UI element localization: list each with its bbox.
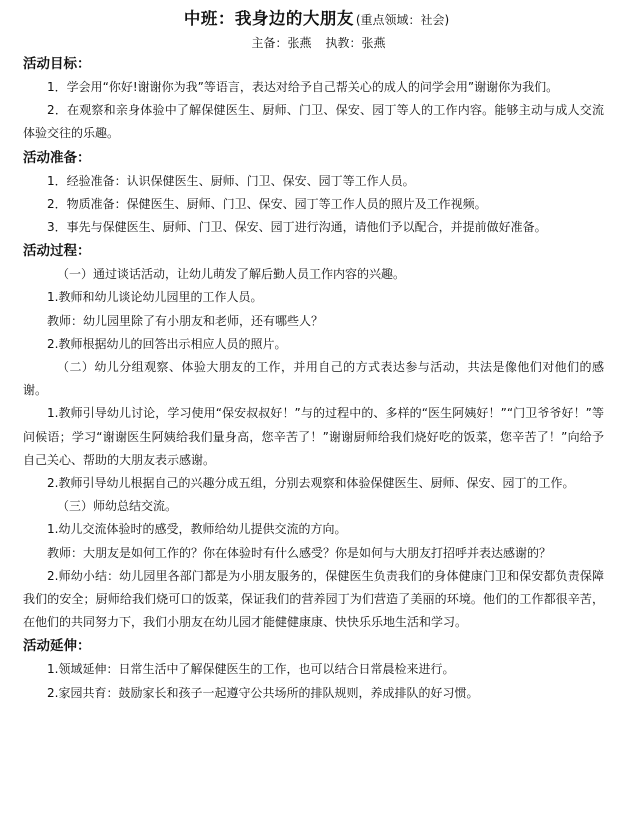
goal-item: 2．在观察和亲身体验中了解保健医生、厨师、门卫、保安、园丁等人的工作内容。能够主动与成人交流体验交往的乐趣。: [23, 103, 604, 141]
process-paragraph: 教师：大朋友是如何工作的？你在体验时有什么感受？你是如何与大朋友打招呼并表达感谢的？: [47, 545, 552, 560]
goals-heading: 活动目标：: [23, 56, 91, 72]
process-step-heading: （三）师幼总结交流。: [57, 499, 178, 514]
process-paragraph: 教师：幼儿园里除了有小朋友和老师，还有哪些人？: [47, 313, 324, 328]
document-title: [29, 8, 604, 30]
title-main: 中班：我身边的大朋友: [183, 9, 354, 28]
process-paragraph: 2.教师根据幼儿的回答出示相应人员的照片。: [47, 336, 287, 351]
process-paragraph: 1.幼儿交流体验时的感受，教师给幼儿提供交流的方向。: [47, 522, 347, 537]
preparation-item: 2．物质准备：保健医生、厨师、门卫、保安、园丁等工作人员的照片及工作视频。: [47, 196, 487, 211]
goal-item: 1．学会用“你好!谢谢你为我”等语言，表达对给予自己帮关心的成人的问学会用”谢谢你为我们。: [47, 80, 559, 94]
extension-item: 2.家园共育：鼓励家长和孩子一起遵守公共场所的排队规则，养成排队的好习惯。: [47, 685, 479, 700]
process-paragraph: 1.教师引导幼儿讨论，学习使用“保安叔叔好！”与的过程中的、多样的“医生阿姨好！”“门卫爷爷好！”等问候语；学习“谢谢医生阿姨给我们量身高，您辛苦了！”谢谢厨师给我们烧好吃的饭菜，您辛苦了！”向给予自己关心、帮助的大朋友表示感谢。: [23, 406, 604, 467]
preparation-item: 3．事先与保健医生、厨师、门卫、保安、园丁进行沟通，请他们予以配合，并提前做好准备。: [47, 220, 547, 235]
process-paragraph: 1.教师和幼儿谈论幼儿园里的工作人员。: [47, 290, 263, 305]
process-step-heading: （一）通过谈话活动，让幼儿萌发了解后勤人员工作内容的兴趣。: [57, 267, 406, 282]
preparation-heading: 活动准备：: [23, 149, 91, 166]
teaching-author: 执教：张燕: [325, 36, 386, 50]
lead-author: 主备：张燕: [251, 36, 312, 50]
process-step-heading: （二）幼儿分组观察、体验大朋友的工作，并用自己的方式表达参与活动，共法是像他们对他们的感谢。: [23, 360, 604, 398]
process-paragraph: 2.教师引导幼儿根据自己的兴趣分成五组，分别去观察和体验保健医生、厨师、保安、园丁的工作。: [47, 476, 575, 491]
title-domain-note: (重点领域：社会): [355, 13, 450, 27]
author-line: [33, 34, 604, 52]
extension-item: 1.领域延伸：日常生活中了解保健医生的工作，也可以结合日常晨检来进行。: [47, 662, 455, 677]
process-paragraph: 2.师幼小结：幼儿园里各部门都是为小朋友服务的，保健医生负责我们的身体健康门卫和保安都负责保障我们的安全；厨师给我们烧可口的饭菜，保证我们的营养园丁为们营造了美丽的环境。他们的工作都很辛苦，在他们的共同努力下，我们小朋友在幼儿园才能健健康康、快快乐乐地生活和学习。: [23, 568, 604, 630]
extension-heading: 活动延伸：: [23, 638, 91, 655]
process-heading: 活动过程：: [23, 243, 91, 260]
preparation-item: 1．经验准备：认识保健医生、厨师、门卫、保安、园丁等工作人员。: [47, 173, 415, 188]
